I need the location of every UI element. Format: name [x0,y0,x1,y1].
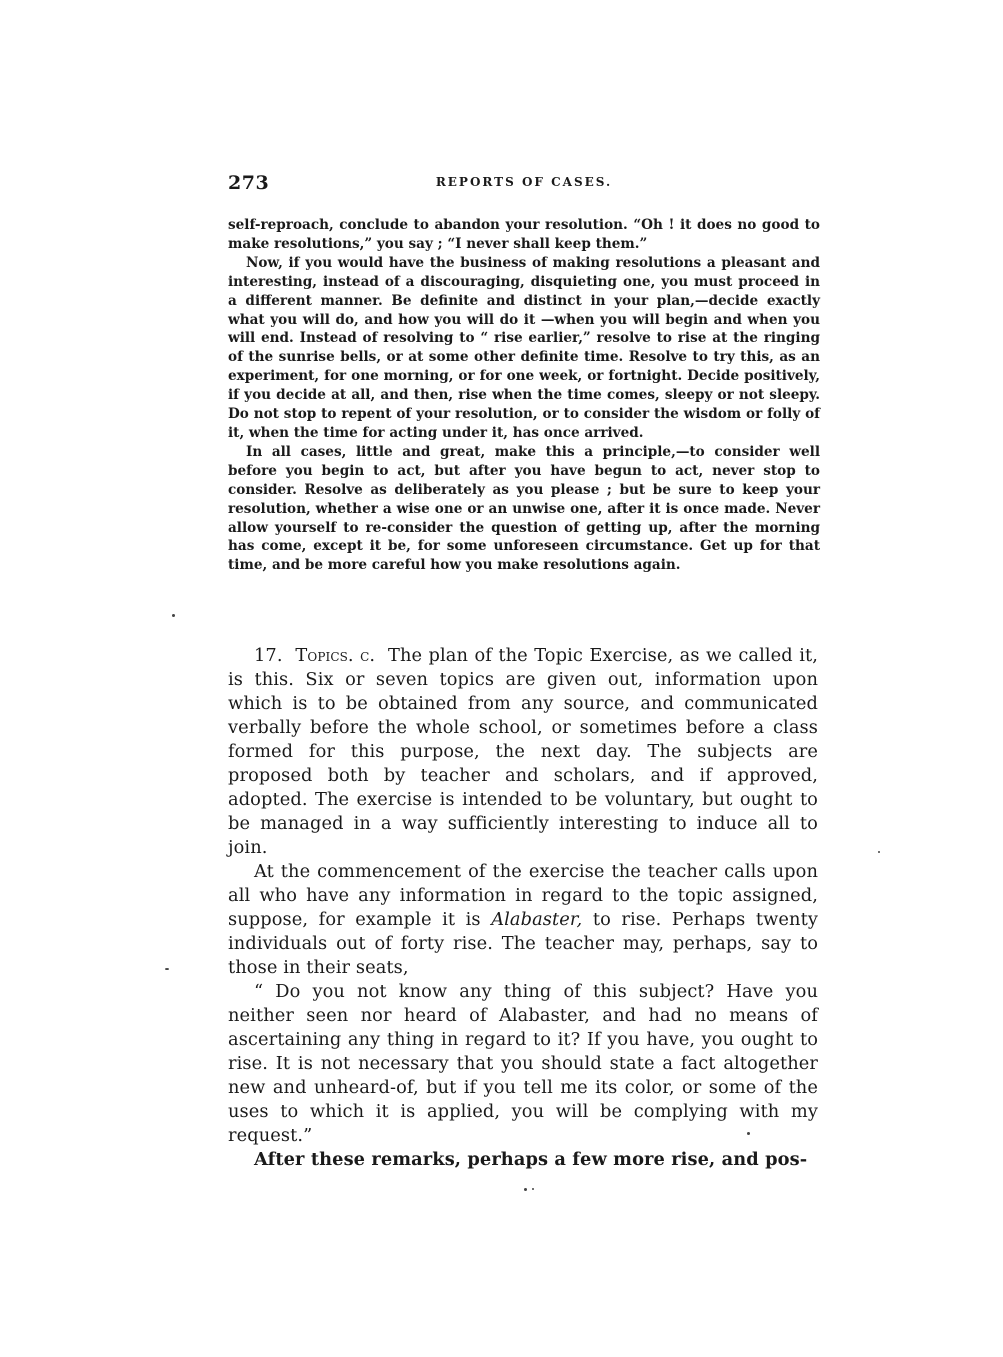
scan-speck [532,1188,534,1190]
section-number: 17. [254,645,283,666]
paragraph-commencement [228,860,818,980]
main-text-section [228,644,818,1172]
paragraph-topic-exercise [228,644,818,860]
section-heading: Topics. c. [295,645,376,666]
paragraph-after-remarks: After these remarks, perhaps a few more rise, and pos- [254,1149,808,1170]
running-head [228,172,820,196]
scan-speck [878,851,880,853]
scan-speck [172,614,175,617]
scan-speck [165,968,169,970]
paragraph-definite-plan: Now, if you would have the business of making resolutions a pleasant and interesting, instead of a discouraging, disquieting one, you must proceed in a different manner. Be definite and distinct in your plan,—decide exactly what you will do, and how you will do it —when you will begin and when you will end. Instead of resolving to “ rise earlier,” resolve to rise at the ringing of the sunrise bells, or at some other definite time. Resolve to try this, as an experiment, for one morning, or for one week, or fortnight. Decide positively, if you decide at all, and then, rise when the time comes, sleepy or not sleepy. Do not stop to repent of your resolution, or to consider the wisdom or folly of it, when the time for acting under it, has once arrived. [228,254,820,441]
page-number: 273 [228,172,270,194]
scan-speck [524,1188,527,1191]
paragraph-principle: In all cases, little and great, make this a principle,—to consider well before you begin to act, but after you have begun to act, never stop to consider. Resolve as deliberately as you please ; but be sure to keep your resolution, whether a wise one or an unwise one, after it is once made. Never allow yourself to re-consider the question of getting up, after the morning has come, except it be, for some unforeseen circumstance. Get up for that time, and be more careful how you make resolutions again. [228,443,820,574]
paragraph-topic-exercise-text: The plan of the Topic Exercise, as we called it, is this. Six or seven topics are given out, information upon which is to be obtained from any source, and communicated verbally before the whole school, or sometimes before a class formed for this purpose, the next day. The subjects are proposed both by teacher and scholars, and if approved, adopted. The exercise is intended to be voluntary, but ought to be managed in a way sufficiently interesting to induce all to join. [228,645,818,858]
running-head-title: REPORTS OF CASES. [435,175,613,189]
scan-speck [747,1132,750,1135]
paragraph-teacher-quote: “ Do you not know any thing of this subject? Have you neither seen nor heard of Alabaster, and had no means of ascertaining any thing in regard to it? If you have, you ought to rise. It is not necessary that you should state a fact altogether new and unheard-of, but if you tell me its color, or some of the uses to which it is applied, you will be complying with my request.” [228,981,818,1146]
italic-term-alabaster: Alabaster, [491,909,583,930]
small-print-section [228,216,820,575]
paragraph-commencement-before: At the commencement of the exercise the teacher calls upon all who have any information in regard to the topic assigned, suppose, for example it is [228,861,818,930]
paragraph-commencement-after: to rise. Perhaps twenty individuals out of forty rise. The teacher may, perhaps, say to those in their seats, [228,909,818,978]
paragraph-continuation: self-reproach, conclude to abandon your resolution. “Oh ! it does no good to make resolutions,” you say ; “I never shall keep them.” [228,217,820,252]
